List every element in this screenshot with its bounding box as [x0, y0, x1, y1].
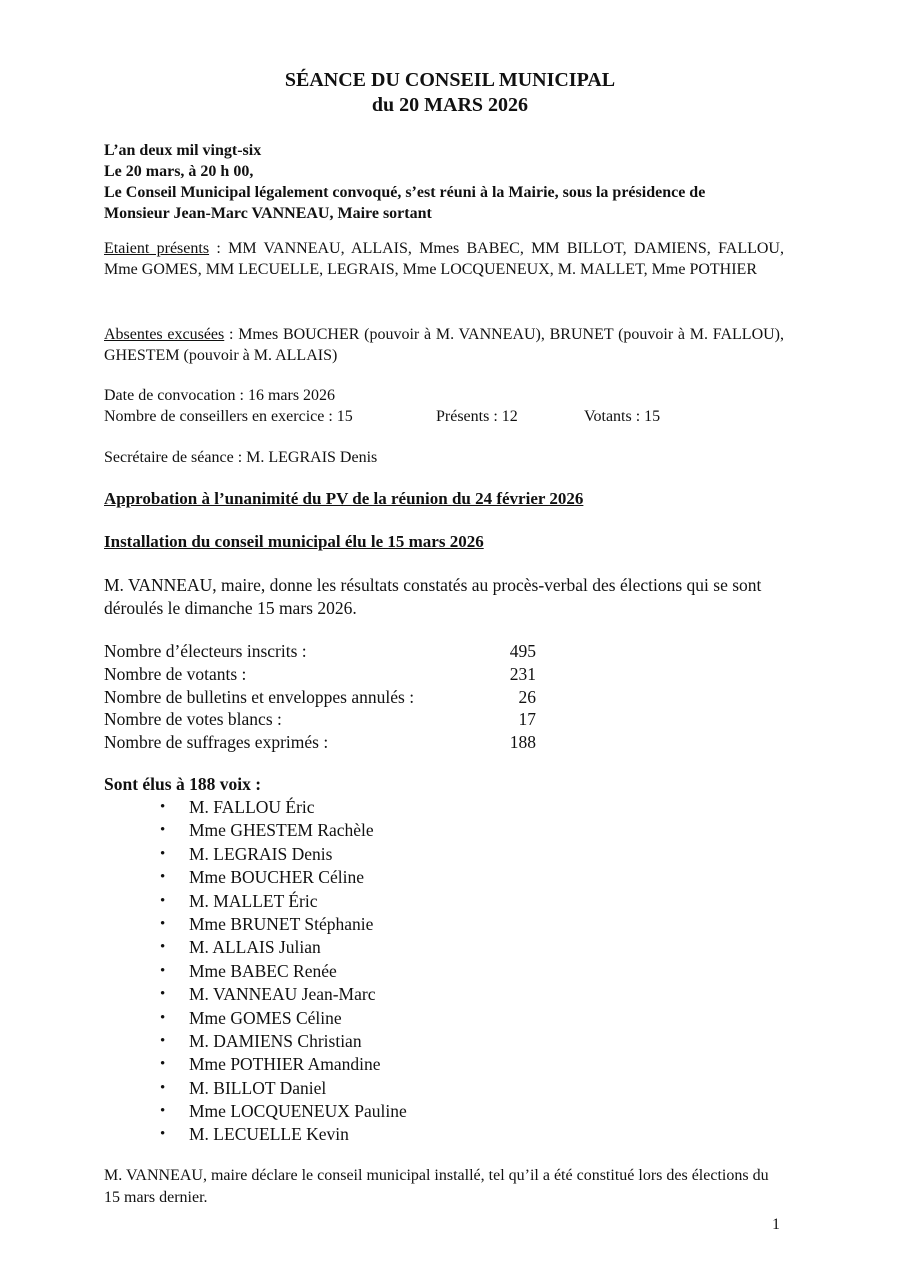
elected-name: M. LECUELLE Kevin: [189, 1124, 349, 1145]
attendees-present-list: : MM VANNEAU, ALLAIS, Mmes BABEC, MM BILLOT, DAMIENS, FALLOU, Mme GOMES, MM LECUELLE, LEGRAIS, Mme LOCQUENEUX, M. MALLET, Mme POTHIER: [104, 240, 784, 278]
elected-name: Mme LOCQUENEUX Pauline: [189, 1101, 407, 1122]
attendees-absent-label: Absentes excusées: [104, 326, 225, 343]
installation-heading: Installation du conseil municipal élu le 15 mars 2026: [104, 532, 484, 551]
elected-name: M. MALLET Éric: [189, 890, 318, 911]
elected-name: Mme BOUCHER Céline: [189, 867, 364, 888]
attendees-absent-list: : Mmes BOUCHER (pouvoir à M. VANNEAU), BRUNET (pouvoir à M. FALLOU), GHESTEM (pouvoir à M. ALLAIS): [104, 326, 785, 364]
elected-list: [160, 796, 407, 1147]
intro-year: L’an deux mil vingt-six: [104, 142, 262, 159]
list-item: [160, 1100, 407, 1123]
bullet-icon: •: [160, 962, 166, 979]
bullet-icon: •: [160, 986, 166, 1003]
stat-row: [104, 731, 544, 754]
stat-label: Nombre de bulletins et enveloppes annulés :: [104, 686, 415, 707]
document-subtitle-date: du 20 MARS 2026: [371, 94, 529, 116]
stat-label: Nombre de suffrages exprimés :: [104, 732, 329, 753]
bullet-icon: •: [160, 1126, 166, 1143]
present-count: Présents : 12: [436, 408, 518, 425]
bullet-icon: •: [160, 892, 166, 909]
attendees-present: [104, 238, 784, 280]
list-item: [160, 1123, 407, 1146]
elected-name: Mme BABEC Renée: [189, 960, 337, 981]
elected-name: Mme GHESTEM Rachèle: [189, 820, 374, 841]
elected-name: M. LEGRAIS Denis: [189, 843, 333, 864]
councillors-count: Nombre de conseillers en exercice : 15: [104, 408, 353, 425]
election-results-intro: M. VANNEAU, maire, donne les résultats constatés au procès-verbal des élections qui se sont déroulés le dimanche 15 mars 2026.: [104, 575, 762, 618]
list-item: [160, 913, 407, 936]
list-item: [160, 1077, 407, 1100]
stat-label: Nombre d’électeurs inscrits :: [104, 641, 307, 661]
elected-name: Mme POTHIER Amandine: [189, 1054, 381, 1075]
stat-value: 26: [518, 686, 536, 707]
intro-convocation-statement: Le Conseil Municipal légalement convoqué, s’est réuni à la Mairie, sous la présidence de: [104, 184, 706, 201]
bullet-icon: •: [160, 1009, 166, 1026]
stat-row: [104, 708, 544, 731]
session-secretary: Secrétaire de séance : M. LEGRAIS Denis: [104, 449, 378, 466]
attendees-absent: [104, 324, 784, 366]
elected-name: Mme GOMES Céline: [189, 1007, 342, 1028]
bullet-icon: •: [160, 915, 166, 932]
list-item: [160, 1030, 407, 1053]
bullet-icon: •: [160, 845, 166, 862]
list-item: [160, 890, 407, 913]
list-item: [160, 796, 407, 819]
page-number: 1: [772, 1216, 780, 1233]
stat-row: [104, 686, 544, 709]
bullet-icon: •: [160, 939, 166, 956]
elected-name: M. FALLOU Éric: [189, 797, 315, 817]
list-item: [160, 843, 407, 866]
approval-heading: Approbation à l’unanimité du PV de la réunion du 24 février 2026: [104, 489, 584, 508]
list-item: [160, 819, 407, 842]
list-item: [160, 936, 407, 959]
bullet-icon: •: [160, 1079, 166, 1096]
voters-count: Votants : 15: [584, 408, 661, 425]
stat-value: 495: [509, 641, 536, 661]
convocation-date: Date de convocation : 16 mars 2026: [104, 387, 336, 404]
stat-row: [104, 663, 544, 686]
bullet-icon: •: [160, 1032, 166, 1049]
elected-name: M. DAMIENS Christian: [189, 1030, 362, 1051]
elected-name: M. ALLAIS Julian: [189, 937, 321, 958]
stat-row: [104, 640, 544, 663]
list-item: [160, 1053, 407, 1076]
bullet-icon: •: [160, 869, 166, 886]
elected-name: M. BILLOT Daniel: [189, 1077, 327, 1098]
elected-name: Mme BRUNET Stéphanie: [189, 913, 374, 934]
bullet-icon: •: [160, 799, 166, 815]
stat-label: Nombre de votants :: [104, 663, 247, 684]
elected-name: M. VANNEAU Jean-Marc: [189, 984, 376, 1005]
stat-value: 231: [509, 663, 536, 684]
bullet-icon: •: [160, 822, 166, 839]
election-stats-table: [104, 640, 544, 754]
intro-date-time: Le 20 mars, à 20 h 00,: [104, 163, 254, 180]
stat-value: 188: [509, 732, 536, 753]
stat-label: Nombre de votes blancs :: [104, 709, 282, 730]
document-title: SÉANCE DU CONSEIL MUNICIPAL: [284, 69, 616, 91]
elected-heading: Sont élus à 188 voix :: [104, 774, 262, 794]
attendees-present-label: Etaient présents: [104, 240, 210, 257]
bullet-icon: •: [160, 1056, 166, 1073]
stat-value: 17: [518, 709, 536, 730]
list-item: [160, 983, 407, 1006]
list-item: [160, 1007, 407, 1030]
installation-conclusion: M. VANNEAU, maire déclare le conseil municipal installé, tel qu’il a été constitué lors des élections du 15 mars dernier.: [104, 1167, 769, 1206]
bullet-icon: •: [160, 1103, 166, 1120]
intro-presidency: Monsieur Jean-Marc VANNEAU, Maire sortant: [104, 205, 432, 222]
list-item: [160, 866, 407, 889]
session-intro: [104, 140, 804, 224]
list-item: [160, 960, 407, 983]
